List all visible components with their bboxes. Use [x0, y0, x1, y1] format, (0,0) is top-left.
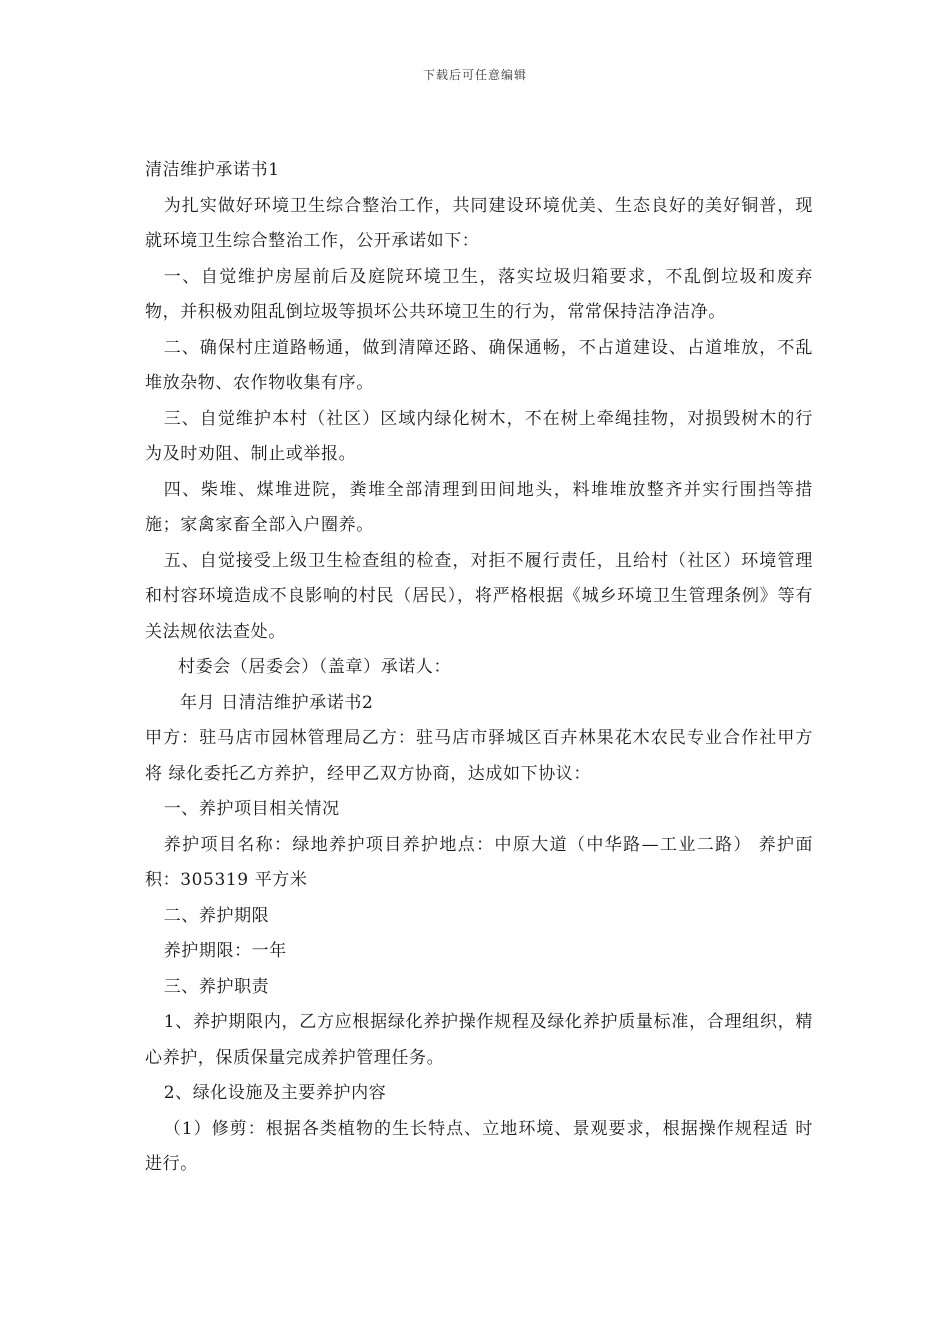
date-and-title-2: 年月 日清洁维护承诺书2	[180, 692, 374, 713]
parties-paragraph: 甲方：驻马店市园林管理局乙方：驻马店市驿城区百卉林果花木农民专业合作社甲方将 绿化委托乙方养护，经甲乙双方协商，达成如下协议：	[145, 728, 813, 784]
duty-item-2: 2、绿化设施及主要养护内容	[163, 1083, 387, 1103]
pledge-item-5: 五、自觉接受上级卫生检查组的检查，对拒不履行责任，且给村（社区）环境管理和村容环境造成不良影响的村民（居民），将严格根据《城乡环境卫生管理条例》等有关法规依法查处。	[145, 550, 813, 642]
doc-title-1: 清洁维护承诺书1	[145, 160, 280, 180]
pledge-item-2: 二、确保村庄道路畅通，做到清障还路、确保通畅，不占道建设、占道堆放，不乱堆放杂物、农作物收集有序。	[145, 337, 813, 393]
section-heading-2: 二、养护期限	[163, 905, 270, 926]
page-header-note: 下载后可任意编辑	[422, 68, 527, 82]
pledge-item-4: 四、柴堆、煤堆进院，粪堆全部清理到田间地头，料堆堆放整齐并实行围挡等措施；家禽家畜全部入户圈养。	[145, 479, 813, 535]
project-details: 养护项目名称：绿地养护项目养护地点：中原大道（中华路—工业二路） 养护面积：305319 平方米	[145, 834, 813, 890]
pledge-item-1: 一、自觉维护房屋前后及庭院环境卫生，落实垃圾归箱要求，不乱倒垃圾和废弃物，并积极劝阻乱倒垃圾等损坏公共环境卫生的行为，常常保持洁净洁净。	[145, 266, 813, 322]
term-paragraph: 养护期限：一年	[163, 941, 287, 961]
duty-subitem-pruning: （1）修剪：根据各类植物的生长特点、立地环境、景观要求，根据操作规程适 时进行。	[145, 1118, 813, 1174]
pledge-item-3: 三、自觉维护本村（社区）区域内绿化树木，不在树上牵绳挂物，对损毁树木的行为及时劝阻、制止或举报。	[145, 408, 813, 464]
intro-paragraph: 为扎实做好环境卫生综合整治工作，共同建设环境优美、生态良好的美好铜普，现就环境卫生综合整治工作，公开承诺如下：	[145, 195, 813, 251]
section-heading-3: 三、养护职责	[163, 976, 270, 997]
signature-line: 村委会（居委会）（盖章）承诺人：	[178, 657, 452, 677]
document-body	[145, 153, 813, 1183]
section-heading-1: 一、养护项目相关情况	[163, 799, 340, 819]
duty-item-1: 1、养护期限内，乙方应根据绿化养护操作规程及绿化养护质量标准，合理组织，精心养护，保质保量完成养护管理任务。	[145, 1012, 813, 1068]
